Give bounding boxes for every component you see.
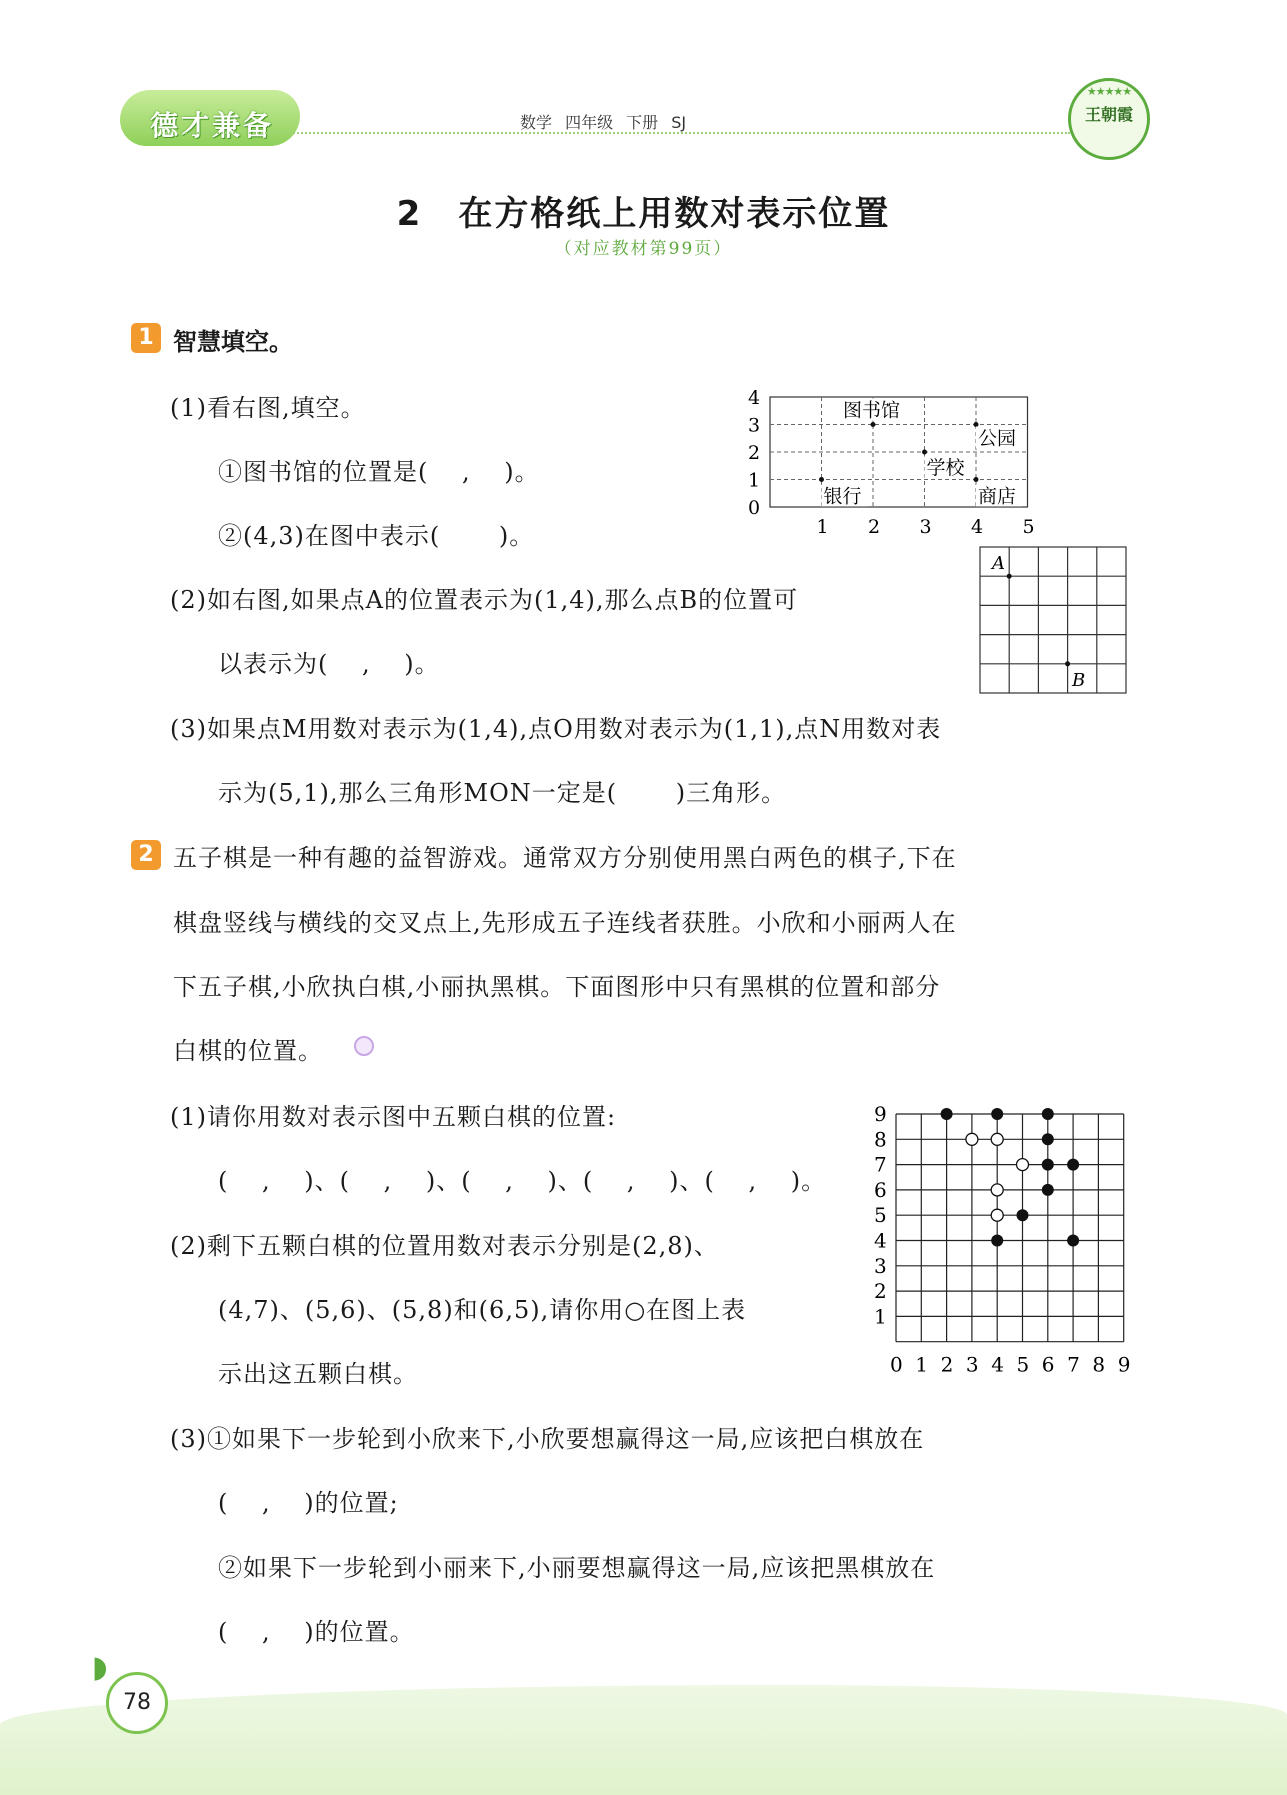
map-y-tick: 1 bbox=[748, 469, 761, 492]
board-y-tick: 3 bbox=[874, 1253, 887, 1278]
white-stone bbox=[966, 1133, 978, 1145]
dolphin-icon: ◗ bbox=[92, 1650, 108, 1685]
map-place-label: 学校 bbox=[926, 457, 965, 479]
point-b bbox=[1065, 661, 1070, 666]
board-y-tick: 6 bbox=[874, 1177, 887, 1202]
question-number-1: 1 bbox=[131, 323, 161, 353]
q2-part3-1-blank: ( , )的位置; bbox=[218, 1489, 399, 1517]
board-x-tick: 9 bbox=[1117, 1352, 1131, 1377]
map-point bbox=[974, 422, 979, 427]
gomoku-board bbox=[860, 1100, 1140, 1380]
board-x-tick: 2 bbox=[940, 1352, 954, 1377]
q2-part1: (1)请你用数对表示图中五颗白棋的位置: bbox=[170, 1103, 617, 1131]
q1-part3-cont: 示为(5,1),那么三角形MON一定是( )三角形。 bbox=[218, 779, 787, 807]
black-stone bbox=[1042, 1184, 1054, 1196]
map-x-tick: 5 bbox=[1022, 516, 1035, 538]
textbook-reference: （对应教材第99页） bbox=[554, 239, 733, 259]
board-x-tick: 7 bbox=[1067, 1352, 1080, 1377]
map-x-tick: 2 bbox=[868, 516, 881, 538]
black-stone bbox=[991, 1235, 1003, 1247]
q2-part3-2: ②如果下一步轮到小丽来下,小丽要想赢得这一局,应该把黑棋放在 bbox=[218, 1554, 936, 1582]
q2-part3-2-blank: ( , )的位置。 bbox=[218, 1618, 415, 1646]
board-y-tick: 7 bbox=[874, 1152, 887, 1177]
white-stone bbox=[991, 1184, 1003, 1196]
q2-para-2: 棋盘竖线与横线的交叉点上,先形成五子连线者获胜。小欣和小丽两人在 bbox=[173, 909, 957, 937]
question-number-2: 2 bbox=[131, 840, 161, 870]
map-point bbox=[974, 477, 979, 482]
map-y-tick: 4 bbox=[748, 387, 761, 409]
map-place-label: 公园 bbox=[978, 427, 1017, 450]
tip-icon bbox=[354, 1036, 374, 1056]
series-logo: 德才兼备 bbox=[150, 109, 275, 142]
black-stone bbox=[1067, 1159, 1079, 1171]
q2-para-4: 白棋的位置。 bbox=[173, 1037, 323, 1065]
map-place-label: 银行 bbox=[823, 485, 862, 508]
black-stone bbox=[1067, 1235, 1079, 1247]
white-stone bbox=[991, 1133, 1003, 1145]
board-y-tick: 5 bbox=[874, 1203, 887, 1228]
map-point bbox=[922, 450, 927, 455]
q1-item2: ②(4,3)在图中表示( )。 bbox=[218, 522, 535, 550]
board-x-tick: 0 bbox=[890, 1352, 903, 1377]
page-number: 78 bbox=[106, 1672, 168, 1734]
star-icon: ★★★★★ bbox=[1086, 85, 1132, 98]
board-y-tick: 8 bbox=[874, 1127, 887, 1152]
board-x-tick: 8 bbox=[1092, 1352, 1106, 1377]
board-y-tick: 9 bbox=[874, 1102, 887, 1126]
black-stone bbox=[1042, 1108, 1054, 1120]
map-grid bbox=[740, 385, 1040, 545]
q1-part1: (1)看右图,填空。 bbox=[170, 394, 366, 422]
board-x-tick: 1 bbox=[915, 1352, 929, 1377]
map-y-tick: 3 bbox=[748, 414, 761, 437]
label-b: B bbox=[1072, 670, 1086, 691]
board-y-tick: 4 bbox=[874, 1228, 887, 1253]
map-point bbox=[871, 422, 876, 427]
black-stone bbox=[1017, 1209, 1029, 1221]
q2-para-1: 五子棋是一种有趣的益智游戏。通常双方分别使用黑白两色的棋子,下在 bbox=[173, 844, 957, 872]
q2-part2-end: 示出这五颗白棋。 bbox=[218, 1360, 418, 1388]
map-point bbox=[819, 477, 824, 482]
map-y-tick: 2 bbox=[748, 442, 761, 464]
q2-part1-blanks: ( , )、( , )、( , )、( , )、( , )。 bbox=[218, 1167, 827, 1195]
q2-part3-1: (3)①如果下一步轮到小欣来下,小欣要想赢得这一局,应该把白棋放在 bbox=[170, 1425, 925, 1453]
board-x-tick: 3 bbox=[965, 1352, 979, 1377]
board-y-tick: 2 bbox=[874, 1279, 887, 1304]
book-info: 数学 四年级 下册 SJ bbox=[520, 113, 687, 132]
ab-grid bbox=[978, 545, 1130, 697]
lesson-title: 2 在方格纸上用数对表示位置 bbox=[396, 194, 891, 234]
black-stone bbox=[1042, 1133, 1054, 1145]
badge-author: 王朝霞 bbox=[1084, 105, 1133, 124]
board-x-tick: 4 bbox=[991, 1352, 1004, 1377]
q2-para-3: 下五子棋,小欣执白棋,小丽执黑棋。下面图形中只有黑棋的位置和部分 bbox=[173, 973, 941, 1001]
point-a bbox=[1007, 574, 1012, 579]
q2-part2-cont: (4,7)、(5,6)、(5,8)和(6,5),请你用○在图上表 bbox=[218, 1296, 747, 1324]
black-stone bbox=[1042, 1159, 1054, 1171]
footer-decoration bbox=[0, 1685, 1287, 1795]
map-y-tick: 0 bbox=[748, 497, 761, 519]
board-x-tick: 5 bbox=[1016, 1352, 1030, 1377]
q1-part2: (2)如右图,如果点A的位置表示为(1,4),那么点B的位置可 bbox=[170, 586, 799, 614]
question-1-heading: 智慧填空。 bbox=[173, 328, 293, 356]
black-stone bbox=[941, 1108, 953, 1120]
white-stone bbox=[1017, 1159, 1029, 1171]
board-y-tick: 1 bbox=[874, 1304, 887, 1329]
author-badge bbox=[1068, 78, 1150, 160]
map-x-tick: 1 bbox=[816, 516, 829, 538]
map-place-label: 商店 bbox=[978, 485, 1017, 508]
q2-part2: (2)剩下五颗白棋的位置用数对表示分别是(2,8)、 bbox=[170, 1232, 719, 1260]
white-stone bbox=[991, 1209, 1003, 1221]
q1-item1: ①图书馆的位置是( , )。 bbox=[218, 458, 540, 486]
map-place-label: 图书馆 bbox=[843, 399, 901, 422]
map-x-tick: 4 bbox=[971, 516, 984, 538]
label-a: A bbox=[992, 553, 1005, 574]
map-x-tick: 3 bbox=[919, 516, 932, 538]
q1-part2-cont: 以表示为( , )。 bbox=[218, 650, 440, 678]
q1-part3: (3)如果点M用数对表示为(1,4),点O用数对表示为(1,1),点N用数对表 bbox=[170, 715, 942, 743]
black-stone bbox=[991, 1108, 1003, 1120]
board-x-tick: 6 bbox=[1041, 1352, 1055, 1377]
